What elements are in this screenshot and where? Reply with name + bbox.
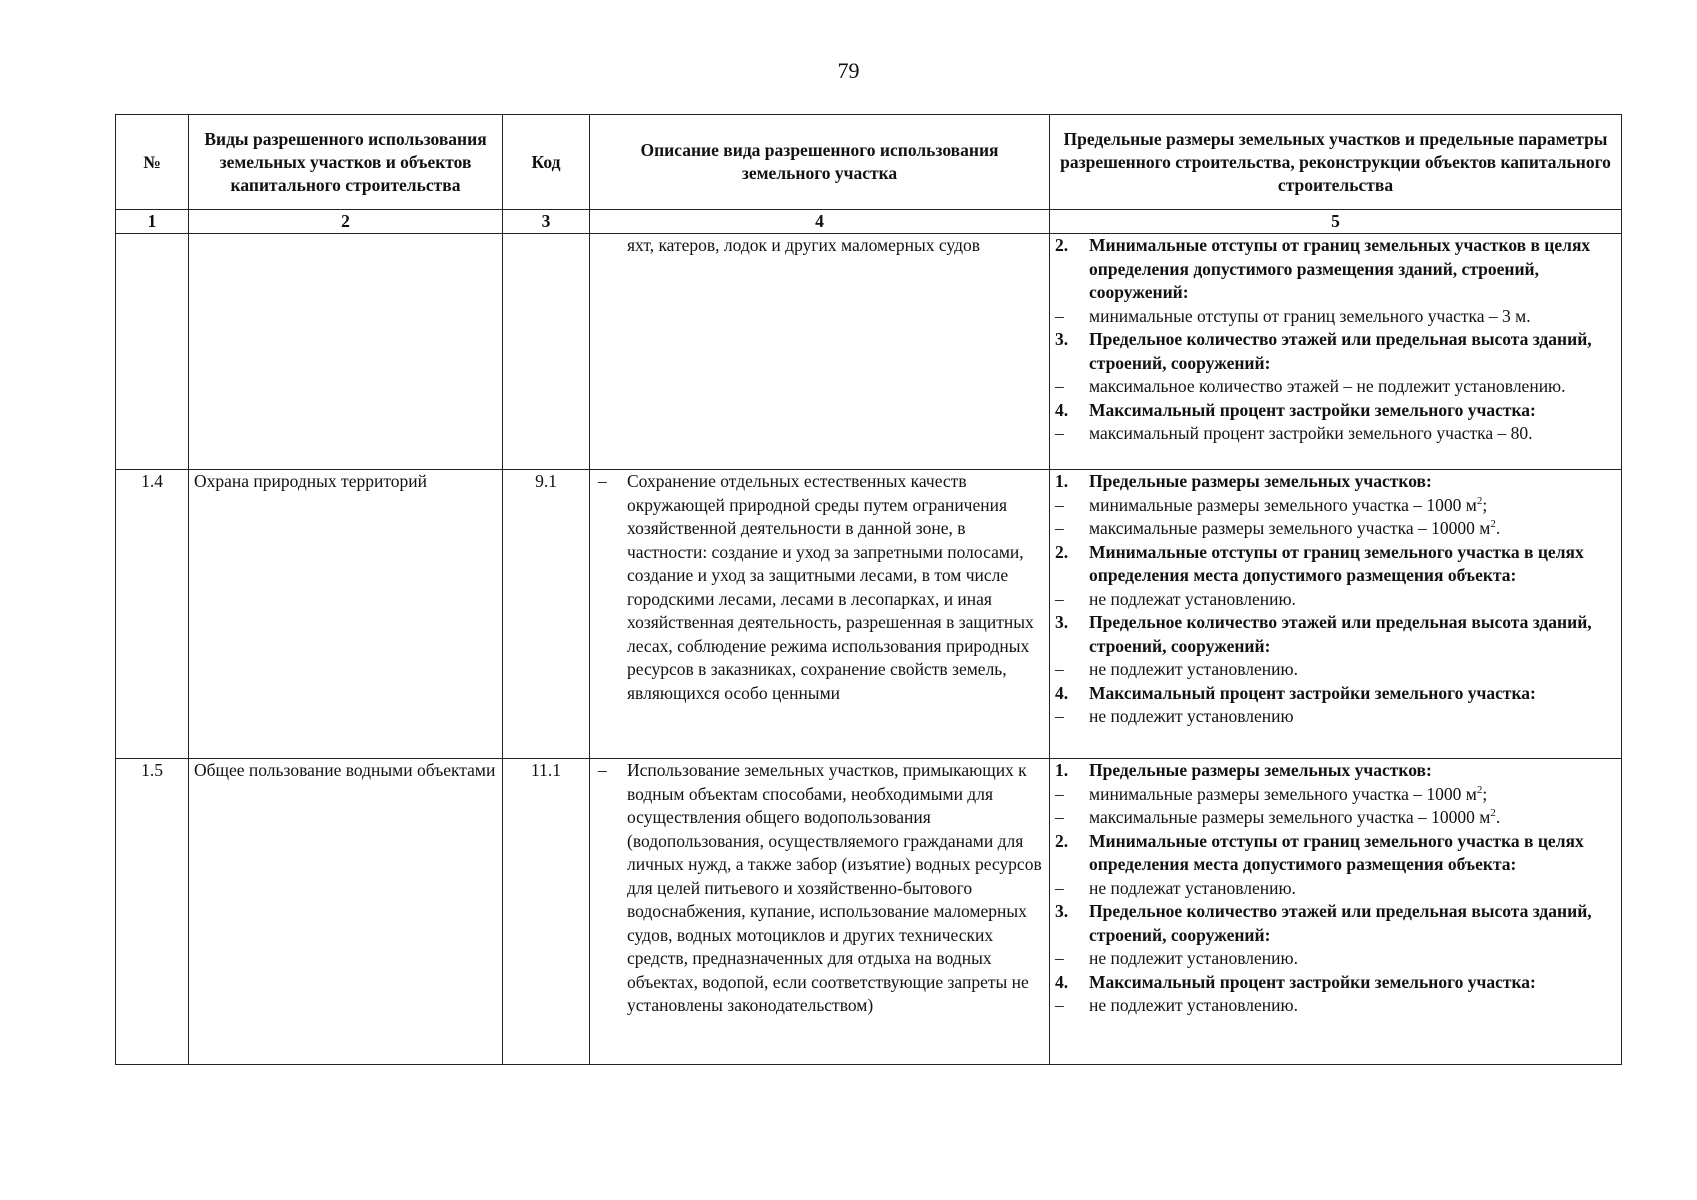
parameter-heading (1055, 971, 1616, 995)
parameter-text-wrap (1089, 234, 1616, 305)
description-text: яхт, катеров, лодок и других маломерных судов (627, 235, 980, 255)
parameter-text: максимальные размеры земельного участка – 10000 м (1089, 807, 1491, 827)
use-type-name (189, 234, 503, 470)
parameter-text: Предельное количество этажей или предельная высота зданий, строений, сооружений: (1089, 612, 1592, 656)
table-row (116, 234, 1622, 470)
use-code: 9.1 (503, 470, 590, 759)
parameter-text-wrap (1089, 900, 1616, 947)
parameter-marker: – (1055, 783, 1064, 804)
parameter-text-wrap (1089, 877, 1616, 901)
parameter-marker: 1. (1055, 471, 1069, 491)
column-number: 5 (1050, 210, 1622, 234)
parameters (1050, 234, 1622, 470)
parameter-item (1055, 305, 1616, 329)
parameter-item (1055, 877, 1616, 901)
parameter-text: минимальные размеры земельного участка – 1000 м (1089, 783, 1477, 804)
parameter-text: не подлежат установлению. (1089, 588, 1296, 609)
parameter-item (1055, 658, 1616, 682)
row-number (116, 234, 189, 470)
parameters (1050, 470, 1622, 759)
parameter-text: максимальное количество этажей – не подлежит установлению. (1089, 376, 1566, 396)
parameter-text: Предельные размеры земельных участков: (1089, 471, 1432, 491)
parameter-marker: 2. (1055, 235, 1069, 255)
parameter-item (1055, 494, 1616, 518)
parameter-marker: – (1055, 948, 1064, 968)
parameter-text-wrap (1089, 470, 1616, 494)
parameter-marker: 1. (1055, 760, 1069, 780)
parameter-text: Минимальные отступы от границ земельного участка в целях определения места допустимого размещения объекта: (1089, 830, 1584, 874)
parameter-text-wrap (1089, 994, 1616, 1018)
parameter-text-wrap (1089, 830, 1616, 877)
parameter-text-wrap (1089, 422, 1616, 446)
description-dash: – (598, 471, 607, 491)
parameter-text-wrap (1089, 517, 1616, 541)
parameters (1050, 759, 1622, 1065)
parameter-text: Предельное количество этажей или предельная высота зданий, строений, сооружений: (1089, 329, 1592, 373)
parameter-marker: 2. (1055, 541, 1069, 562)
parameter-heading (1055, 399, 1616, 423)
parameter-item (1055, 806, 1616, 830)
table-header-row (116, 115, 1622, 210)
parameter-text: минимальные отступы от границ земельного участка – 3 м. (1089, 305, 1531, 326)
parameter-text-wrap (1089, 658, 1616, 682)
unit-superscript: 2 (1490, 807, 1496, 820)
parameter-text: максимальные размеры земельного участка – 10000 м (1089, 518, 1491, 538)
parameter-marker: – (1055, 706, 1064, 726)
parameter-text-wrap (1089, 328, 1616, 375)
parameter-text: не подлежит установлению. (1089, 995, 1298, 1015)
unit-superscript: 2 (1476, 783, 1483, 796)
parameter-heading (1055, 682, 1616, 706)
parameter-text-wrap (1089, 399, 1616, 423)
parameter-item (1055, 422, 1616, 446)
use-code: 11.1 (503, 759, 590, 1065)
parameter-punctuation: ; (1482, 494, 1488, 515)
parameter-item (1055, 947, 1616, 971)
page-number: 79 (837, 58, 860, 83)
parameter-text: Минимальные отступы от границ земельных участков в целях определения допустимого размещения зданий, строений, сооружений: (1089, 235, 1591, 302)
parameter-text-wrap (1089, 947, 1616, 971)
use-type-name: Общее пользование водными объектами (189, 759, 503, 1065)
parameter-text: Предельное количество этажей или предельная высота зданий, строений, сооружений: (1089, 901, 1592, 945)
row-number: 1.4 (116, 470, 189, 759)
parameter-item (1055, 517, 1616, 541)
use-description (590, 759, 1050, 1065)
use-code (503, 234, 590, 470)
parameter-marker: – (1055, 877, 1064, 898)
parameter-marker: 3. (1055, 901, 1069, 921)
parameter-text-wrap (1089, 611, 1616, 658)
header-description: Описание вида разрешенного использования земельного участка (590, 115, 1050, 210)
use-description (590, 234, 1050, 470)
use-description (590, 470, 1050, 759)
header-parameters: Предельные размеры земельных участков и предельные параметры разрешенного строительства, реконструкции объектов капитального строительства (1050, 115, 1622, 210)
parameter-text-wrap (1089, 971, 1616, 995)
parameter-marker: 3. (1055, 329, 1069, 349)
parameter-marker: – (1055, 518, 1064, 538)
column-number: 2 (189, 210, 503, 234)
table-row (116, 759, 1622, 1065)
parameter-text-wrap (1089, 759, 1616, 783)
parameter-punctuation: ; (1482, 783, 1488, 804)
parameter-marker: 2. (1055, 830, 1069, 851)
parameter-item (1055, 783, 1616, 807)
parameter-text-wrap (1089, 375, 1616, 399)
parameter-marker: 4. (1055, 399, 1069, 420)
parameter-text: Максимальный процент застройки земельного участка: (1089, 682, 1536, 703)
parameter-text-wrap (1089, 588, 1616, 612)
parameter-item (1055, 588, 1616, 612)
parameter-marker: – (1055, 995, 1064, 1015)
row-number: 1.5 (116, 759, 189, 1065)
parameter-text: Максимальный процент застройки земельного участка: (1089, 399, 1536, 420)
unit-superscript: 2 (1476, 494, 1483, 507)
parameter-heading (1055, 900, 1616, 947)
header-use-type: Виды разрешенного использования земельных участков и объектов капитального строительства (189, 115, 503, 210)
parameter-text: не подлежит установлению. (1089, 659, 1298, 679)
parameter-marker: – (1055, 494, 1064, 515)
land-use-table (115, 114, 1622, 1065)
parameter-marker: – (1055, 588, 1064, 609)
parameter-text: Предельные размеры земельных участков: (1089, 760, 1432, 780)
parameter-text: минимальные размеры земельного участка – 1000 м (1089, 494, 1477, 515)
parameter-marker: – (1055, 807, 1064, 827)
parameter-text-wrap (1089, 541, 1616, 588)
parameter-marker: 3. (1055, 612, 1069, 632)
column-number: 3 (503, 210, 590, 234)
parameter-heading (1055, 234, 1616, 305)
column-number: 4 (590, 210, 1050, 234)
parameter-text: Минимальные отступы от границ земельного участка в целях определения места допустимого размещения объекта: (1089, 541, 1584, 585)
description-dash: – (598, 760, 607, 780)
parameter-text-wrap (1089, 305, 1616, 329)
parameter-text-wrap (1089, 682, 1616, 706)
parameter-item (1055, 375, 1616, 399)
parameter-marker: – (1055, 376, 1064, 396)
parameter-punctuation: . (1495, 518, 1501, 538)
parameter-item (1055, 994, 1616, 1018)
parameter-text: не подлежит установлению (1089, 706, 1294, 726)
parameter-marker: – (1055, 423, 1064, 443)
table-row (116, 470, 1622, 759)
parameter-text: не подлежит установлению. (1089, 948, 1298, 968)
unit-superscript: 2 (1490, 518, 1496, 531)
parameter-heading (1055, 541, 1616, 588)
parameter-punctuation: . (1495, 807, 1501, 827)
parameter-text: не подлежат установлению. (1089, 877, 1296, 898)
description-text: Сохранение отдельных естественных качеств окружающей природной среды путем ограничения хозяйственной деятельности в данной зоне, в частности: создание и уход за запретными полосами, создание и уход за защитными лесами, в том числе городскими лесами, лесами в лесопарках, и иная хозяйственная деятельность, разрешенная в защитных лесах, соблюдение режима использования природных ресурсов в заказниках, сохранение свойств земель, являющихся особо ценными (627, 471, 1034, 703)
description-text: Использование земельных участков, примыкающих к водным объектам способами, необходимыми для осуществления общего водопользования (водопользования, осуществляемого гражданами для личных нужд, а также забор (изъятие) водных ресурсов для целей питьевого и хозяйственно-бытового водоснабжения, купание, использование маломерных судов, водных мотоциклов и других технических средств, предназначенных для отдыха на водных объектах, водопой, если соответствующие запреты не установлены законодательством) (627, 760, 1042, 1015)
parameter-marker: – (1055, 659, 1064, 679)
parameter-text-wrap (1089, 806, 1616, 830)
parameter-text: максимальный процент застройки земельного участка – 80. (1089, 423, 1533, 443)
header-number: № (116, 115, 189, 210)
parameter-heading (1055, 470, 1616, 494)
parameter-heading (1055, 830, 1616, 877)
parameter-text-wrap (1089, 705, 1616, 729)
parameter-marker: 4. (1055, 682, 1069, 703)
parameter-marker: – (1055, 305, 1064, 326)
header-code: Код (503, 115, 590, 210)
column-number: 1 (116, 210, 189, 234)
parameter-marker: 4. (1055, 971, 1069, 992)
parameter-heading (1055, 759, 1616, 783)
column-number-row (116, 210, 1622, 234)
parameter-item (1055, 705, 1616, 729)
parameter-heading (1055, 611, 1616, 658)
parameter-text-wrap (1089, 783, 1616, 807)
use-type-name: Охрана природных территорий (189, 470, 503, 759)
parameter-heading (1055, 328, 1616, 375)
parameter-text-wrap (1089, 494, 1616, 518)
parameter-text: Максимальный процент застройки земельного участка: (1089, 971, 1536, 992)
